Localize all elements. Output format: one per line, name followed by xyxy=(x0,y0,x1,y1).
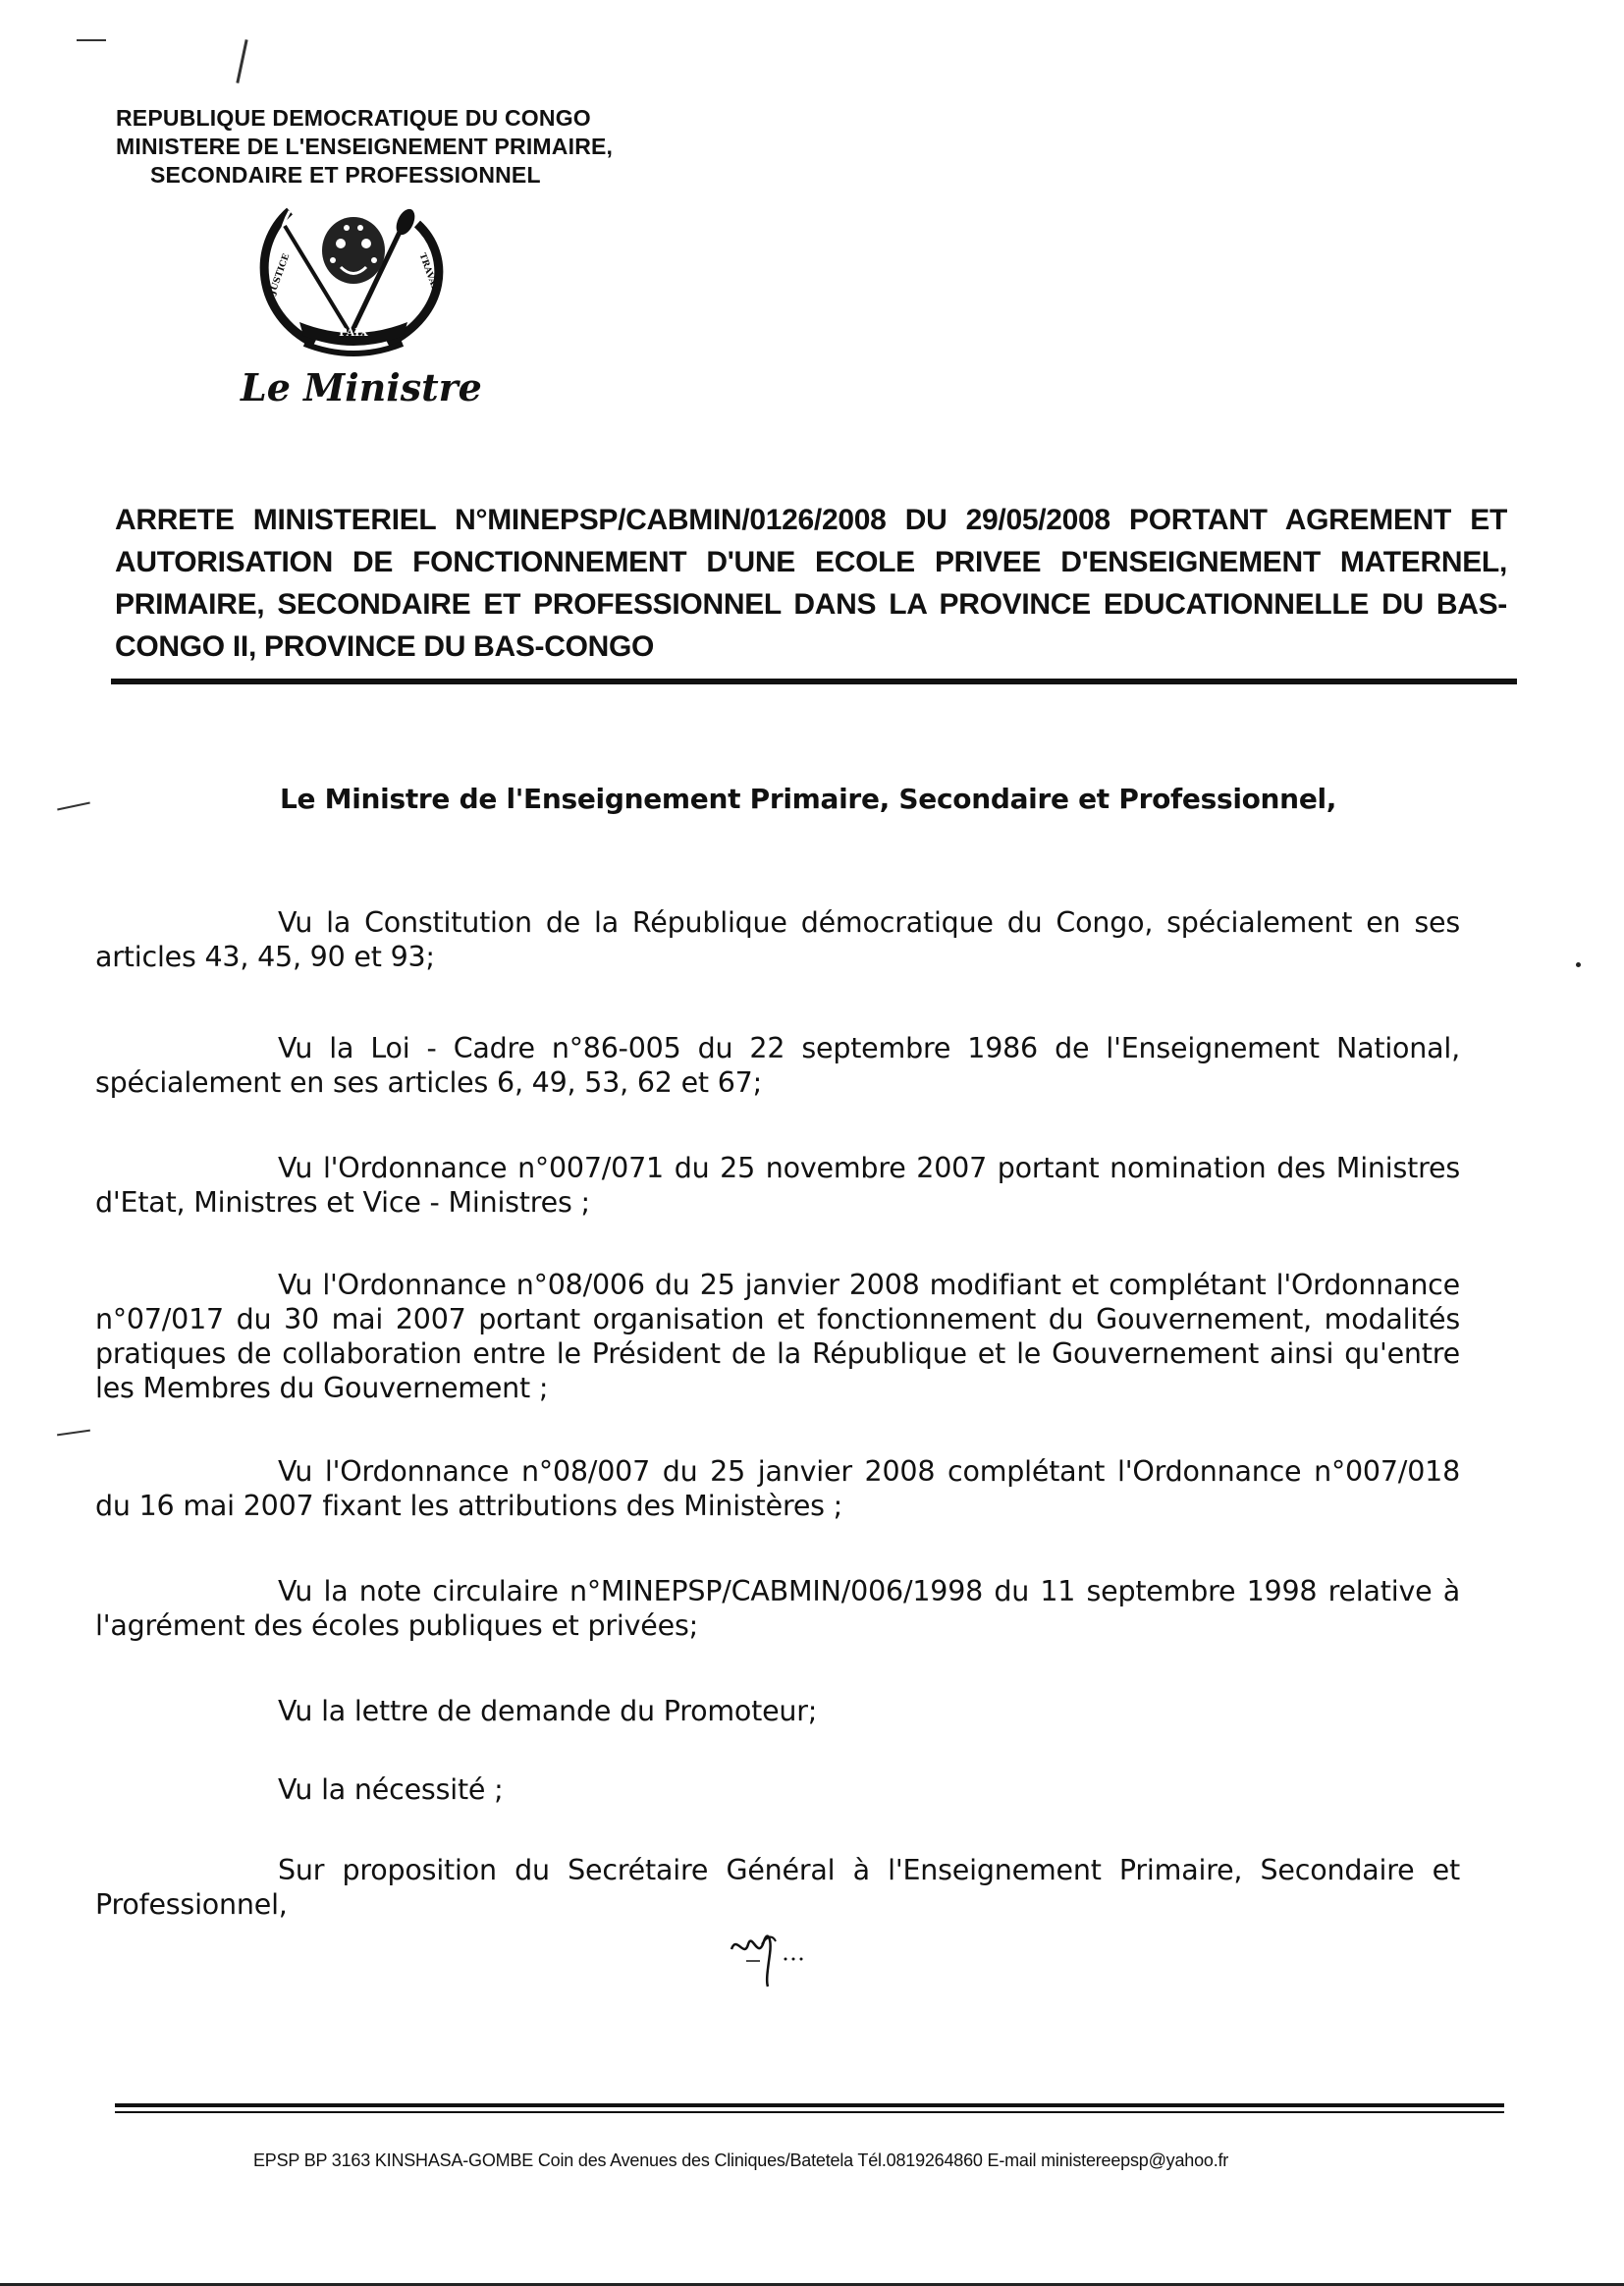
emblem-motto-center: PAIX xyxy=(339,326,368,339)
visa-paragraph: Vu l'Ordonnance n°08/006 du 25 janvier 2008 modifiant et complétant l'Ordonnance n°07/017 du 30 mai 2007 portant organisation et fonctionnement du Gouvernement, modalités pratiques de collaboration entre le Président de la République et le Gouvernement ainsi qu'entre les Membres du Gouvernement ; xyxy=(95,1269,1460,1404)
visa-paragraph: Vu la Constitution de la République démocratique du Congo, spécialement en ses articles 43, 45, 90 et 93; xyxy=(95,906,1460,973)
visa-paragraph: Vu l'Ordonnance n°08/007 du 25 janvier 2008 complétant l'Ordonnance n°007/018 du 16 mai 2007 fixant les attributions des Ministères ; xyxy=(95,1455,1460,1522)
visa-paragraph: Vu la Loi - Cadre n°86-005 du 22 septembre 1986 de l'Enseignement National, spécialement en ses articles 6, 49, 53, 62 et 67; xyxy=(95,1032,1460,1099)
footer-address: EPSP BP 3163 KINSHASA-GOMBE Coin des Avenues des Cliniques/Batetela Tél.0819264860 E-mail ministereepsp@yahoo.fr xyxy=(253,2150,1229,2170)
decree-preamble: Le Ministre de l'Enseignement Primaire, Secondaire et Professionnel, xyxy=(280,783,1337,815)
scan-mark xyxy=(236,39,247,83)
title-divider xyxy=(111,679,1517,684)
header-ministry: MINISTERE DE L'ENSEIGNEMENT PRIMAIRE, xyxy=(116,134,614,159)
scan-dot xyxy=(1576,962,1581,967)
scan-mark xyxy=(57,801,90,810)
minister-label: Le Ministre xyxy=(241,365,482,409)
initials-signature xyxy=(727,1920,815,1988)
header-ministry-cont: SECONDAIRE ET PROFESSIONNEL xyxy=(150,162,541,188)
visa-paragraph: Vu la lettre de demande du Promoteur; xyxy=(278,1695,818,1727)
coat-of-arms-icon xyxy=(231,206,476,363)
footer-divider xyxy=(115,2103,1504,2107)
decree-title: ARRETE MINISTERIEL N°MINEPSP/CABMIN/0126/2008 DU 29/05/2008 PORTANT AGREMENT ET AUTORISATION DE FONCTIONNEMENT D'UNE ECOLE PRIVEE D'ENSEIGNEMENT MATERNEL, PRIMAIRE, SECONDAIRE ET PROFESSIONNEL DANS LA PROVINCE EDUCATIONNELLE DU BAS-CONGO II, PROVINCE DU BAS-CONGO xyxy=(115,504,1507,663)
header-republic: REPUBLIQUE DEMOCRATIQUE DU CONGO xyxy=(116,105,591,131)
visa-paragraph: Vu la nécessité ; xyxy=(278,1773,504,1806)
scan-mark xyxy=(77,39,106,41)
visa-paragraph: Vu l'Ordonnance n°007/071 du 25 novembre 2007 portant nomination des Ministres d'Etat, Ministres et Vice - Ministres ; xyxy=(95,1152,1460,1219)
emblem-motto-left: JUSTICE xyxy=(267,252,293,297)
visa-paragraph: Sur proposition du Secrétaire Général à l'Enseignement Primaire, Secondaire et Professionnel, xyxy=(95,1854,1460,1921)
footer-divider-thin xyxy=(115,2111,1504,2113)
scan-mark xyxy=(57,1430,90,1437)
emblem-motto-right: TRAVAIL xyxy=(416,251,442,297)
visa-paragraph: Vu la note circulaire n°MINEPSP/CABMIN/006/1998 du 11 septembre 1998 relative à l'agrément des écoles publiques et privées; xyxy=(95,1575,1460,1642)
